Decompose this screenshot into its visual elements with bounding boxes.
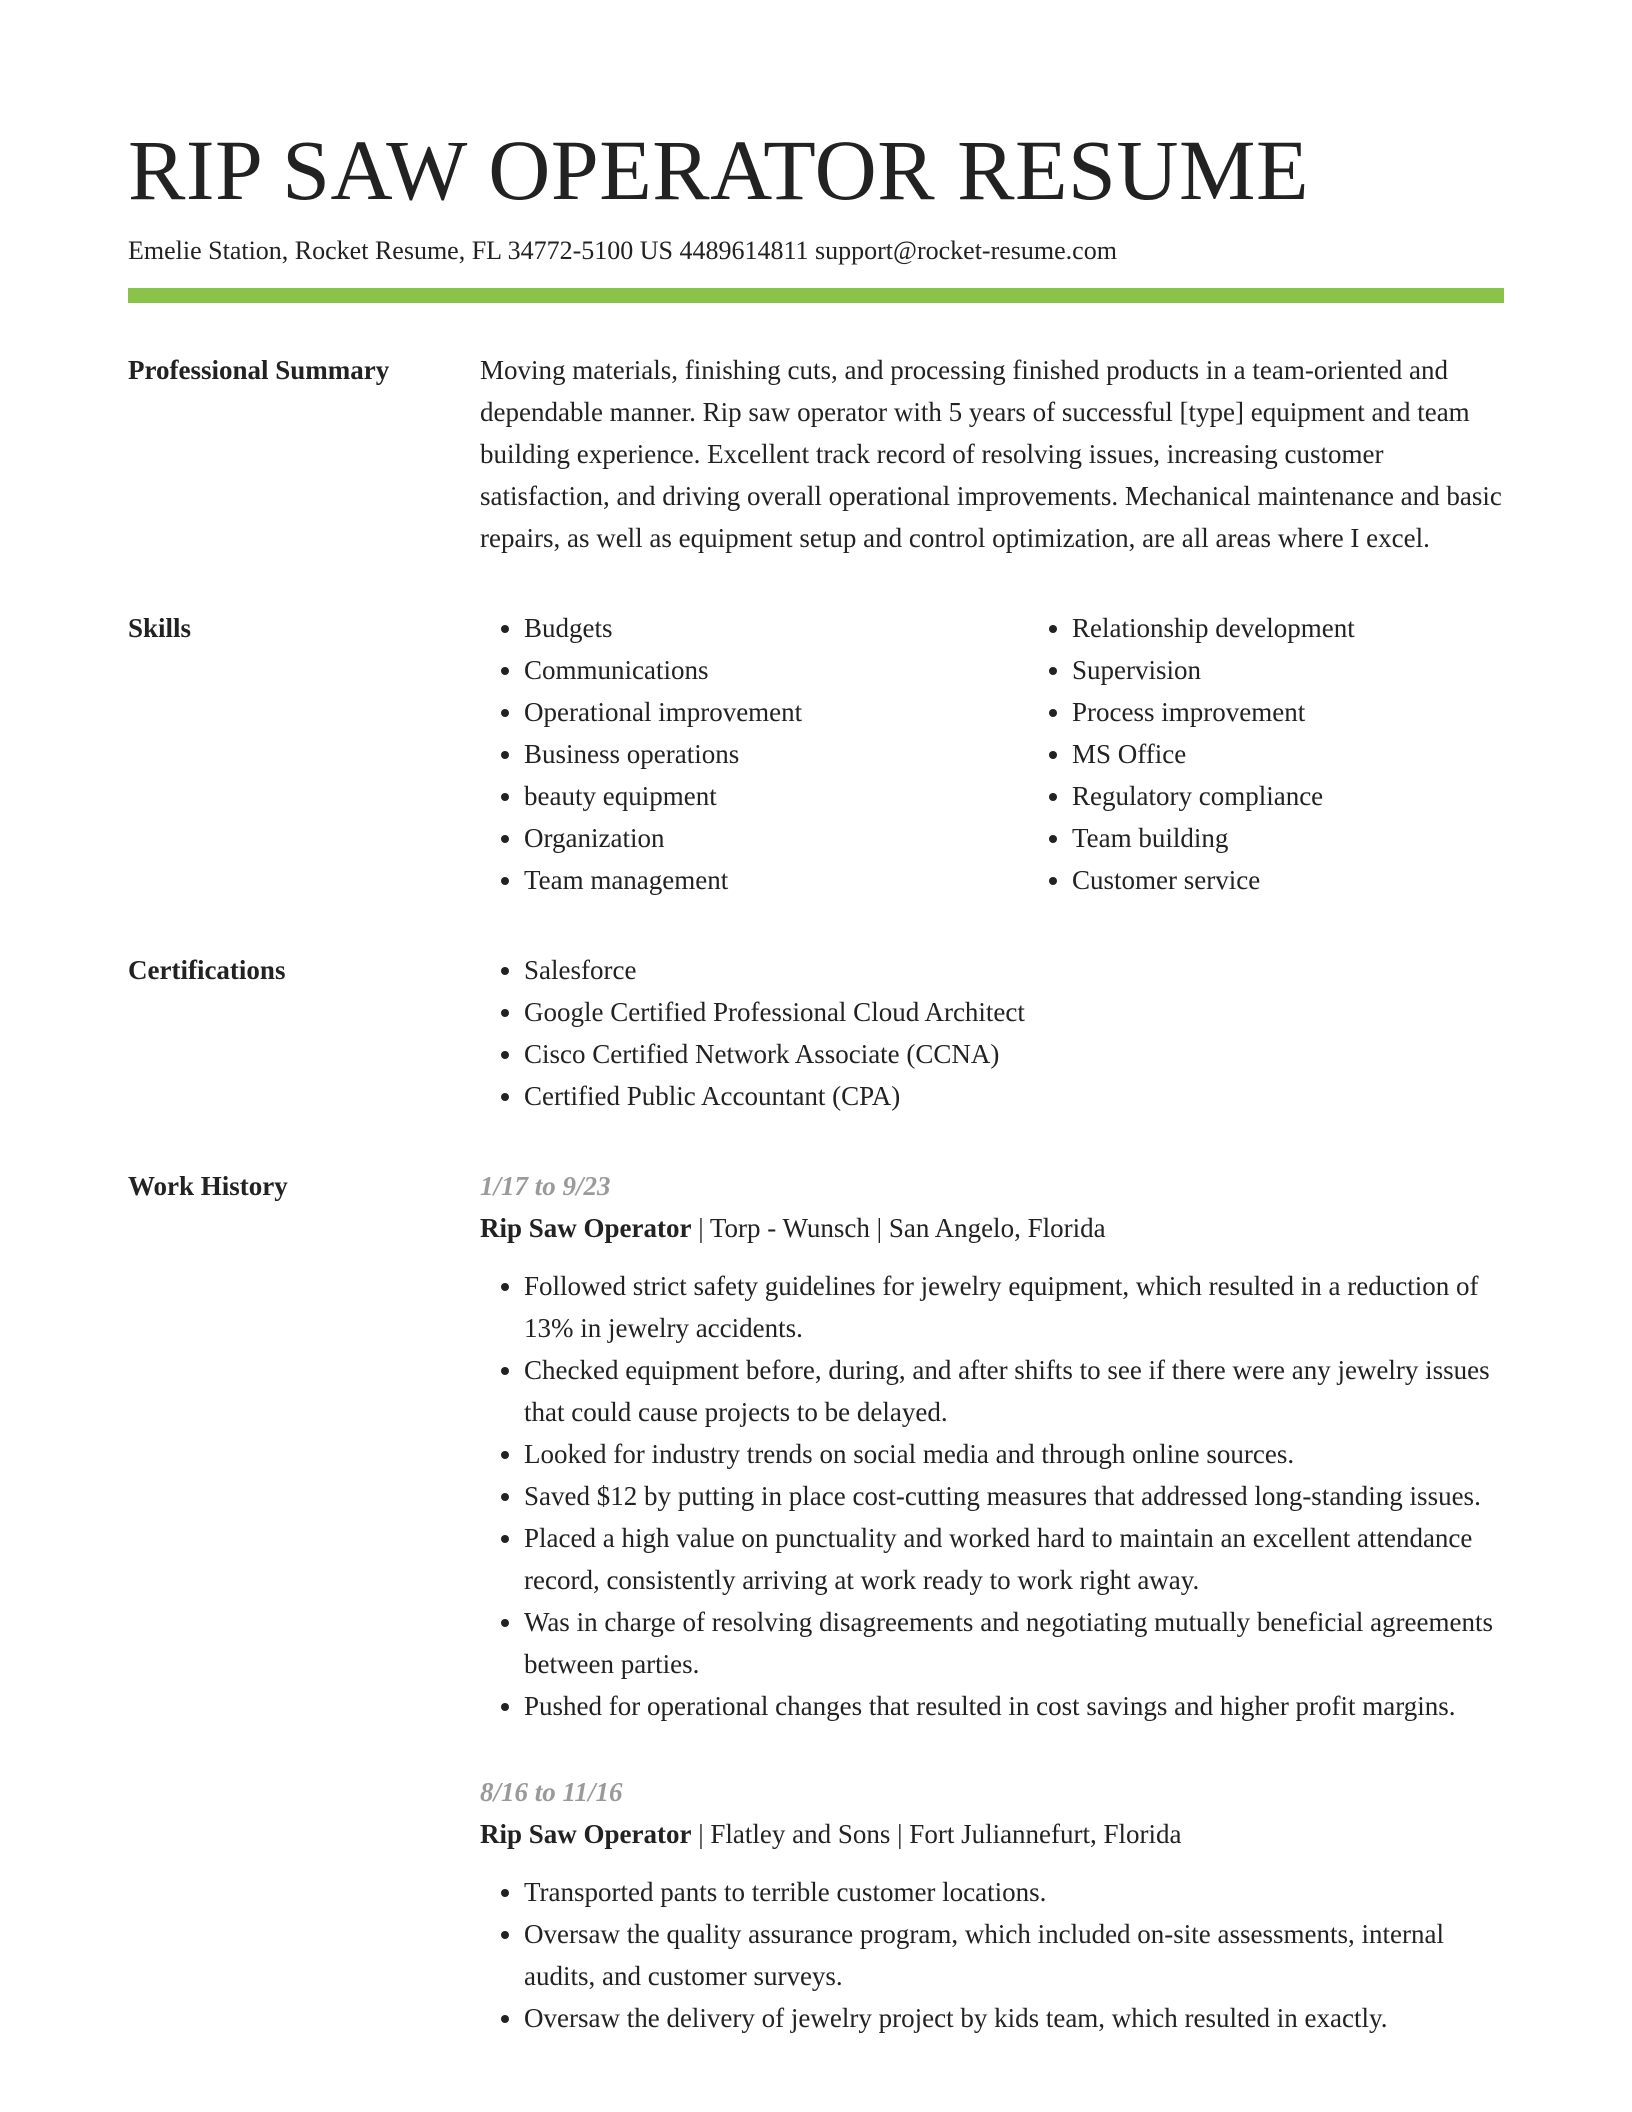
skill-item: • Process improvement (1072, 691, 1576, 733)
resume-title: RIP SAW OPERATOR RESUME (128, 122, 1309, 218)
contact-line: Emelie Station, Rocket Resume, FL 34772-5100 US 4489614811 support@rocket-resume.com (128, 236, 1117, 265)
skills-list-right (1028, 607, 1576, 901)
skills-grid (480, 607, 1576, 901)
accent-divider (128, 288, 1504, 303)
job-bullet: • Oversaw the quality assurance program, which included on-site assessments, internal audits, and customer surveys. (524, 1913, 1504, 1997)
job-bullet: • Looked for industry trends on social media and through online sources. (524, 1433, 1504, 1475)
job-bullet: • Checked equipment before, during, and after shifts to see if there were any jewelry issues that could cause projects to be delayed. (524, 1349, 1504, 1433)
job-bullet: • Saved $12 by putting in place cost-cutting measures that addressed long-standing issues. (524, 1475, 1504, 1517)
skill-item: • Supervision (1072, 649, 1576, 691)
skill-item: • MS Office (1072, 733, 1576, 775)
skill-item: • Customer service (1072, 859, 1576, 901)
job-bullet: • Transported pants to terrible customer locations. (524, 1871, 1504, 1913)
job-bullet: • Followed strict safety guidelines for jewelry equipment, which resulted in a reduction of 13% in jewelry accidents. (524, 1265, 1504, 1349)
resume-page (128, 120, 1504, 2083)
skill-item: • Team building (1072, 817, 1576, 859)
certifications-section (128, 949, 1504, 1117)
job-bullets (480, 1265, 1504, 1727)
work-history-section (128, 1165, 1504, 2083)
section-title-skills: Skills (128, 613, 192, 643)
job-entry (480, 1165, 1504, 1727)
skills-section (128, 607, 1504, 901)
job-heading (480, 1813, 1504, 1855)
skill-item: • beauty equipment (524, 775, 1028, 817)
job-heading (480, 1207, 1504, 1249)
skill-item: • Budgets (524, 607, 1028, 649)
job-bullet: • Pushed for operational changes that resulted in cost savings and higher profit margins. (524, 1685, 1504, 1727)
job-bullet: • Was in charge of resolving disagreements and negotiating mutually beneficial agreements between parties. (524, 1601, 1504, 1685)
certification-item: • Certified Public Accountant (CPA) (524, 1075, 1504, 1117)
job-title: Rip Saw Operator (480, 1819, 692, 1849)
certification-item: • Cisco Certified Network Associate (CCNA) (524, 1033, 1504, 1075)
skill-item: • Relationship development (1072, 607, 1576, 649)
section-title-work-history: Work History (128, 1171, 288, 1201)
skill-item: • Operational improvement (524, 691, 1028, 733)
job-dates: 1/17 to 9/23 (480, 1171, 611, 1201)
section-title-certifications: Certifications (128, 955, 286, 985)
certification-item: • Google Certified Professional Cloud Architect (524, 991, 1504, 1033)
skill-item: • Team management (524, 859, 1028, 901)
certifications-list (480, 949, 1504, 1117)
skills-list-left (480, 607, 1028, 901)
skill-item: • Business operations (524, 733, 1028, 775)
job-bullets (480, 1871, 1504, 2039)
summary-section (128, 349, 1504, 559)
job-employer-location: | Torp - Wunsch | San Angelo, Florida (691, 1213, 1106, 1243)
job-title: Rip Saw Operator (480, 1213, 692, 1243)
summary-text: Moving materials, finishing cuts, and processing finished products in a team-oriented and dependable manner. Rip saw operator with 5 years of successful [type] equipment and team building experience. Excellent track record of resolving issues, increasing customer satisfaction, and driving overall operational improvements. Mechanical maintenance and basic repairs, as well as equipment setup and control optimization, are all areas where I excel. (480, 355, 1502, 553)
skill-item: • Communications (524, 649, 1028, 691)
job-dates: 8/16 to 11/16 (480, 1777, 623, 1807)
skill-item: • Organization (524, 817, 1028, 859)
job-bullet: • Oversaw the delivery of jewelry project by kids team, which resulted in exactly. (524, 1997, 1504, 2039)
job-entry (480, 1771, 1504, 2039)
section-title-summary: Professional Summary (128, 355, 390, 385)
job-bullet: • Placed a high value on punctuality and worked hard to maintain an excellent attendance record, consistently arriving at work ready to work right away. (524, 1517, 1504, 1601)
certification-item: • Salesforce (524, 949, 1504, 991)
skill-item: • Regulatory compliance (1072, 775, 1576, 817)
job-employer-location: | Flatley and Sons | Fort Juliannefurt, Florida (691, 1819, 1182, 1849)
